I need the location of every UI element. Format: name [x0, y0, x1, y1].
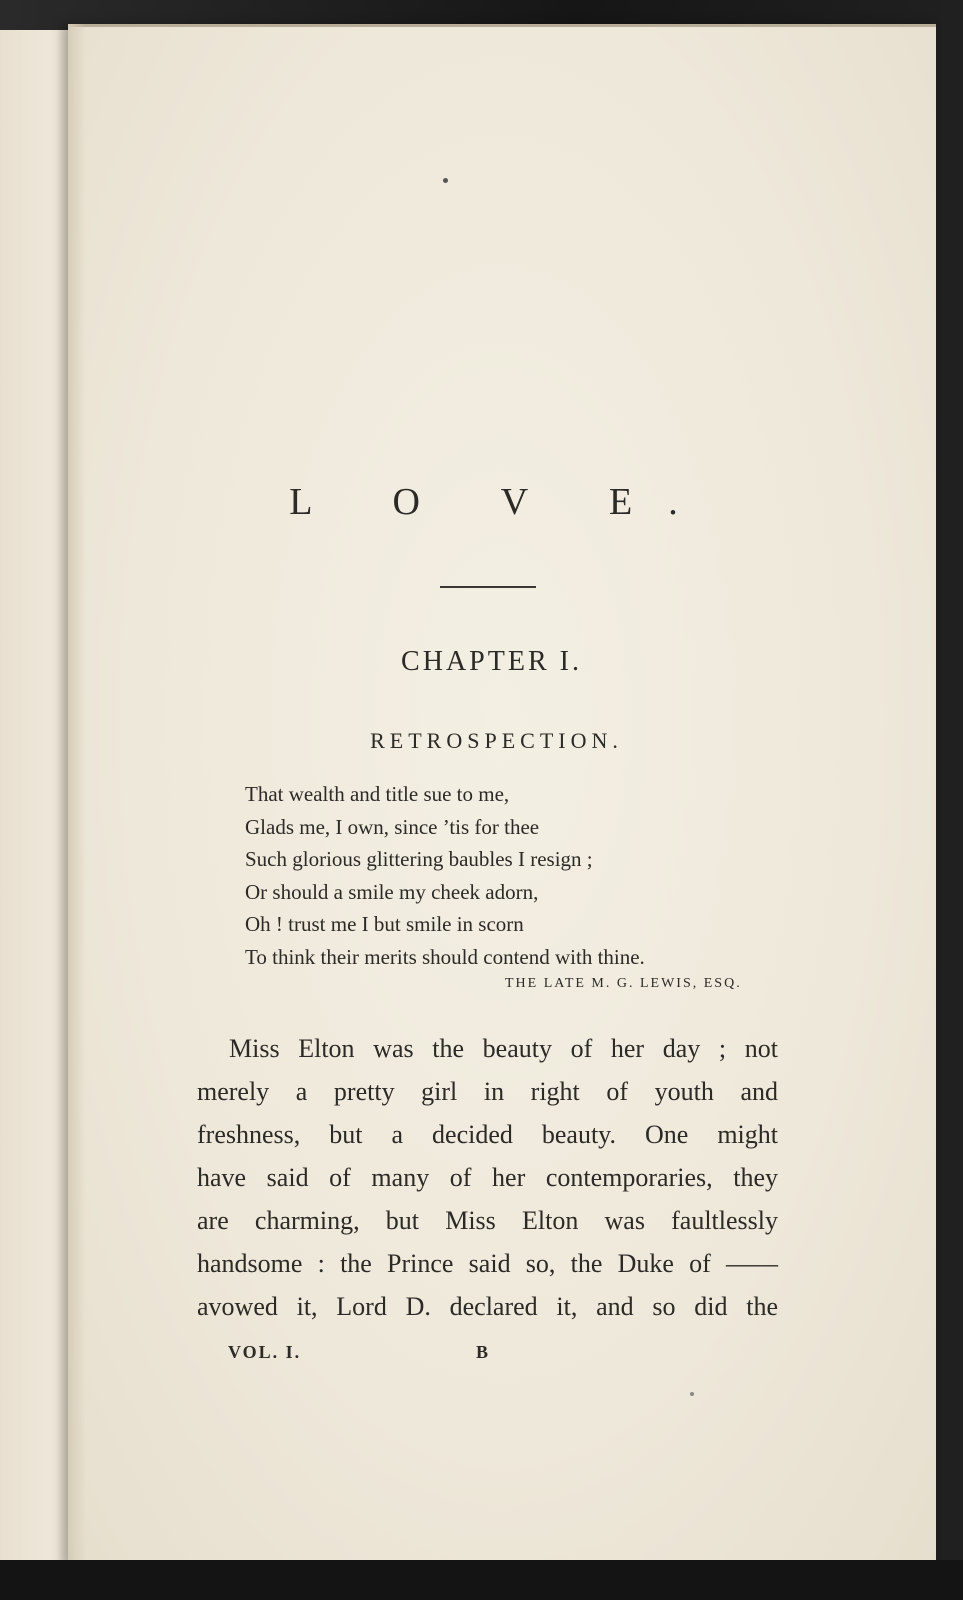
- verse-line: Such glorious glittering baubles I resign ;: [245, 847, 593, 871]
- ink-speck: [443, 178, 448, 183]
- chapter-subtitle: RETROSPECTION.: [370, 728, 623, 753]
- verse-line: That wealth and title sue to me,: [245, 782, 510, 806]
- verse-line: To think their merits should contend with thine.: [245, 944, 645, 969]
- signature-mark: B: [476, 1342, 489, 1362]
- epigraph-verse: [245, 778, 645, 973]
- body-line: are charming, but Miss Elton was faultlessly: [197, 1206, 778, 1235]
- book-title: L O V E.: [289, 481, 714, 523]
- verse-line: Or should a smile my cheek adorn,: [245, 879, 539, 904]
- body-line: merely a pretty girl in right of youth and: [197, 1077, 778, 1106]
- verse-line: Glads me, I own, since ’tis for thee: [245, 814, 540, 839]
- body-line: have said of many of her contemporaries, they: [197, 1163, 778, 1192]
- volume-footer: VOL. I.: [228, 1342, 302, 1362]
- epigraph-attribution: THE LATE M. G. LEWIS, ESQ.: [505, 976, 742, 991]
- body-line: handsome : the Prince said so, the Duke of ——: [197, 1249, 778, 1278]
- ink-speck: [690, 1392, 694, 1396]
- body-line: avowed it, Lord D. declared it, and so did the: [197, 1292, 778, 1321]
- bottom-shadow: [0, 1560, 963, 1600]
- body-line: freshness, but a decided beauty. One might: [197, 1120, 778, 1149]
- chapter-heading: CHAPTER I.: [401, 646, 582, 677]
- page-gutter: [68, 24, 86, 1564]
- title-rule: [440, 586, 536, 588]
- body-line: Miss Elton was the beauty of her day ; not: [229, 1034, 778, 1063]
- verse-line: Oh ! trust me I but smile in scorn: [245, 912, 524, 936]
- body-paragraph: [197, 1027, 778, 1328]
